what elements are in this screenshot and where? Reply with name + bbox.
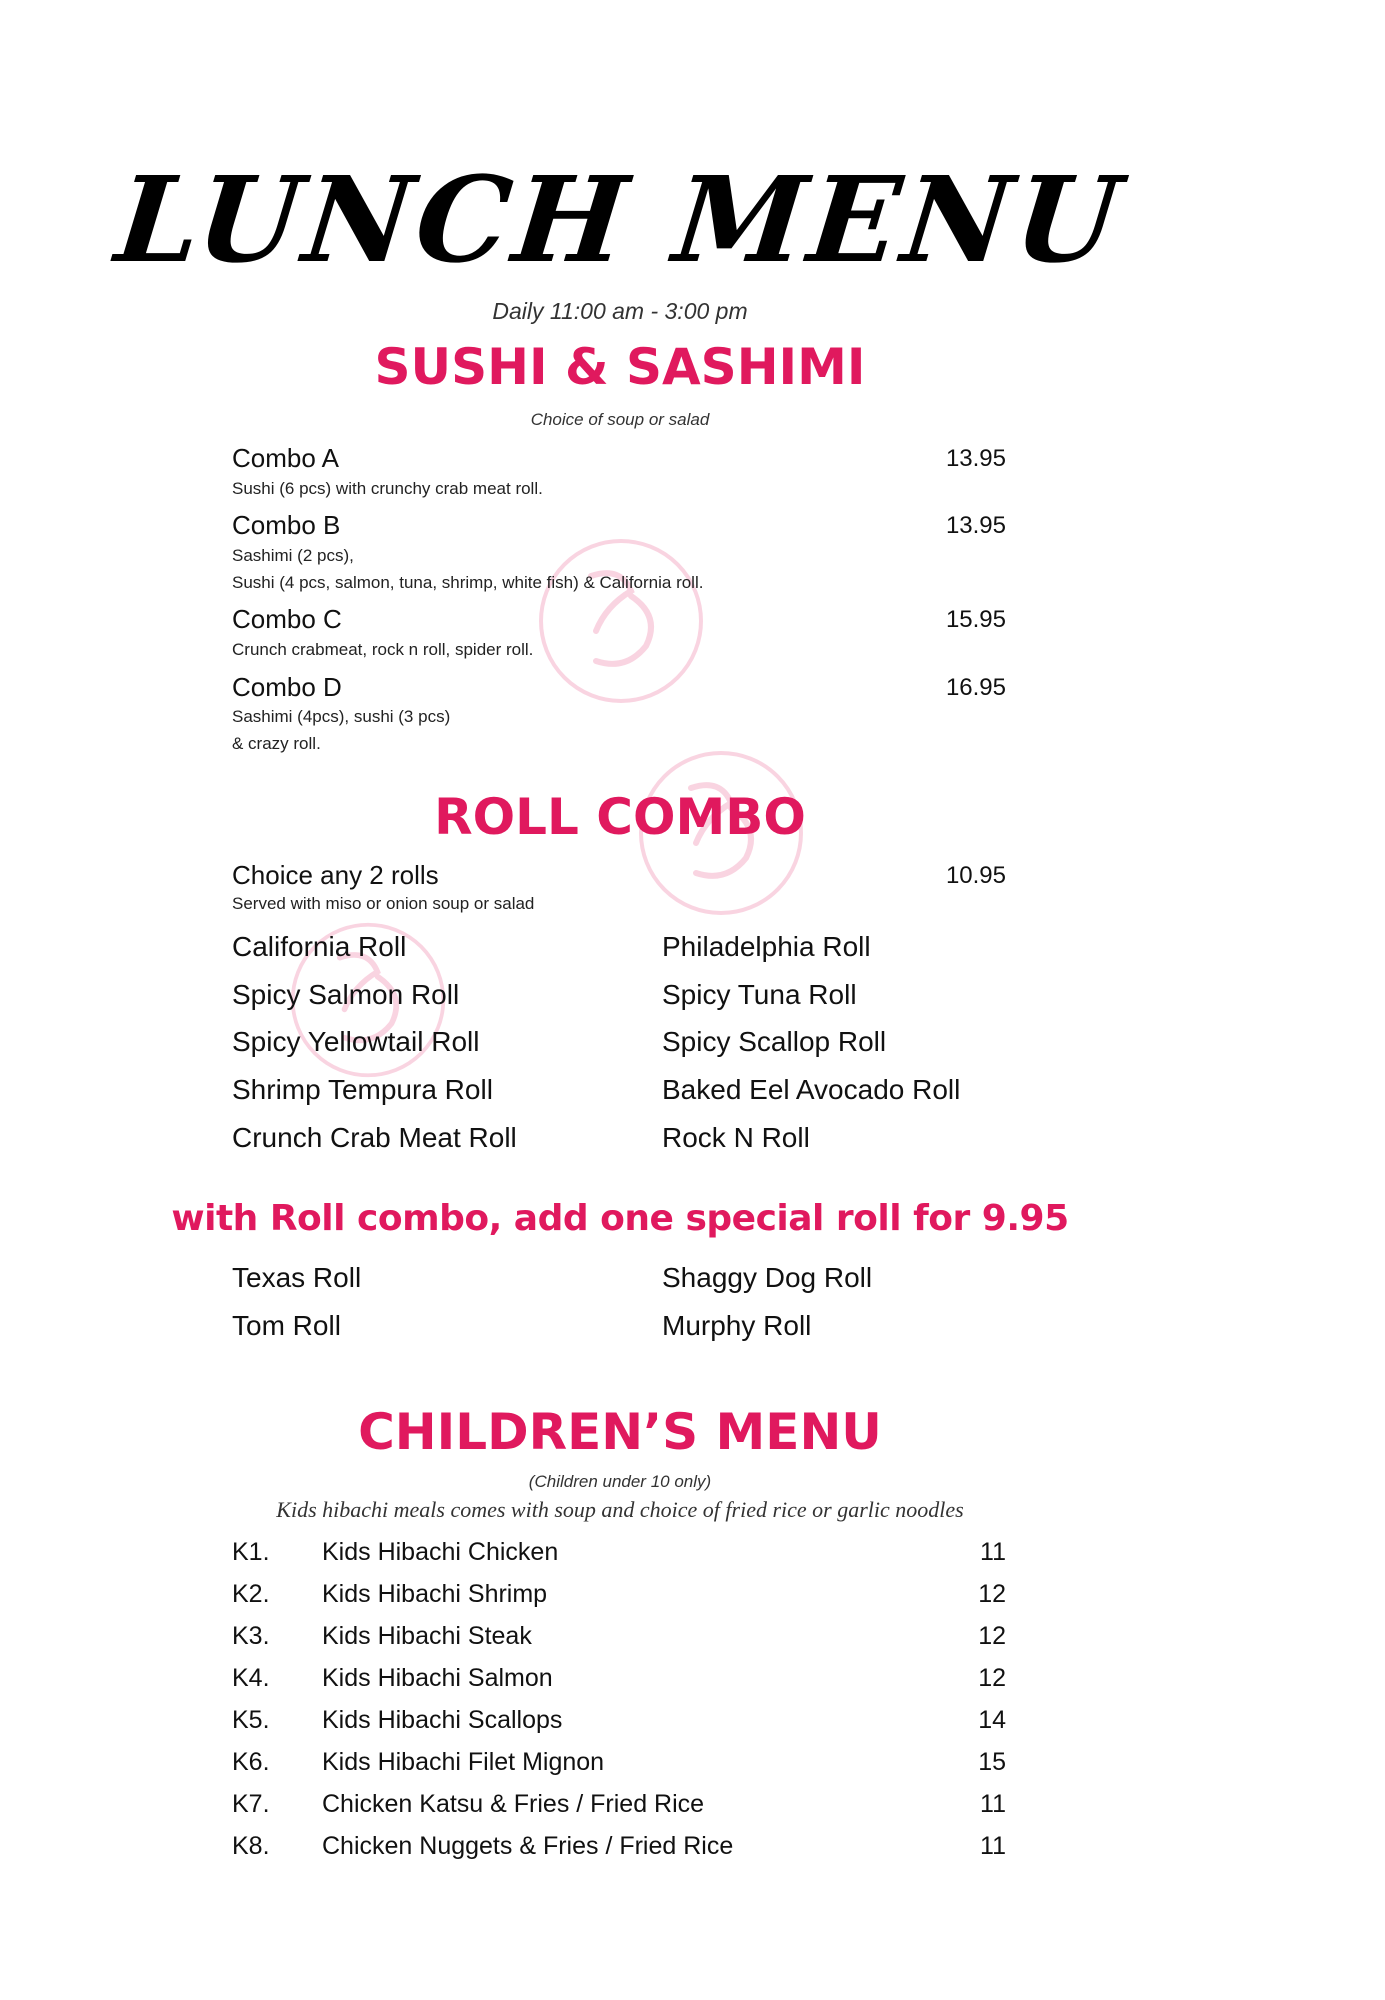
kids-item-price: 11 <box>980 1790 1006 1818</box>
kids-item-code: K2. <box>232 1580 270 1608</box>
seal-watermark-icon <box>536 536 706 706</box>
special-roll-item: Tom Roll <box>232 1310 341 1341</box>
roll-item: Crunch Crab Meat Roll <box>232 1122 517 1153</box>
combo-d-price: 16.95 <box>945 674 1006 701</box>
kids-item-name: Kids Hibachi Salmon <box>322 1664 553 1692</box>
kids-item-name: Kids Hibachi Filet Mignon <box>322 1748 605 1776</box>
roll-item: Rock N Roll <box>662 1122 810 1153</box>
kids-item-code: K6. <box>232 1748 270 1776</box>
combo-d-desc-line1: Sashimi (4pcs), sushi (3 pcs) <box>232 707 451 726</box>
roll-item: Philadelphia Roll <box>662 931 871 962</box>
childrens-menu-note: (Children under 10 only) <box>528 1472 712 1491</box>
combo-b-desc-line2: Sushi (4 pcs, salmon, tuna, shrimp, white fish) & California roll. <box>232 573 704 592</box>
roll-combo-choice-label: Choice any 2 rolls <box>232 860 439 890</box>
kids-item-name: Kids Hibachi Scallops <box>322 1706 563 1734</box>
roll-item: Baked Eel Avocado Roll <box>662 1074 961 1105</box>
special-roll-item: Texas Roll <box>232 1262 362 1293</box>
kids-item-price: 12 <box>978 1622 1006 1650</box>
special-roll-item: Shaggy Dog Roll <box>662 1262 873 1293</box>
kids-item-name: Kids Hibachi Chicken <box>322 1538 559 1566</box>
page-title: LUNCH MENU <box>110 150 1130 289</box>
special-roll-offer: with Roll combo, add one special roll for 9.95 <box>171 1198 1069 1239</box>
kids-item-name: Chicken Nuggets & Fries / Fried Rice <box>322 1832 734 1860</box>
roll-combo-choice-price: 10.95 <box>945 862 1006 889</box>
kids-item-price: 15 <box>978 1748 1006 1776</box>
roll-item: Shrimp Tempura Roll <box>232 1074 493 1105</box>
kids-item-code: K7. <box>232 1790 270 1818</box>
sushi-sashimi-note: Choice of soup or salad <box>530 410 710 429</box>
special-roll-item: Murphy Roll <box>662 1310 812 1341</box>
kids-item-code: K8. <box>232 1832 270 1860</box>
kids-item-price: 12 <box>978 1580 1006 1608</box>
hours-text: Daily 11:00 am - 3:00 pm <box>492 298 748 324</box>
roll-item: Spicy Scallop Roll <box>662 1026 887 1057</box>
sushi-sashimi-heading: SUSHI & SASHIMI <box>374 338 866 396</box>
roll-item: Spicy Tuna Roll <box>662 979 857 1010</box>
kids-item-name: Kids Hibachi Steak <box>322 1622 532 1650</box>
kids-item-code: K3. <box>232 1622 270 1650</box>
roll-combo-choice-note: Served with miso or onion soup or salad <box>232 894 535 913</box>
combo-b-name: Combo B <box>232 510 341 540</box>
combo-a-desc: Sushi (6 pcs) with crunchy crab meat roll. <box>232 479 543 498</box>
combo-a-name: Combo A <box>232 443 339 473</box>
kids-item-price: 11 <box>980 1538 1006 1566</box>
kids-item-code: K5. <box>232 1706 270 1734</box>
childrens-menu-desc: Kids hibachi meals comes with soup and choice of fried rice or garlic noodles <box>276 1497 964 1522</box>
combo-c-name: Combo C <box>232 604 342 634</box>
roll-item: California Roll <box>232 931 407 962</box>
kids-item-price: 11 <box>980 1832 1006 1860</box>
combo-b-desc-line1: Sashimi (2 pcs), <box>232 546 354 565</box>
roll-item: Spicy Salmon Roll <box>232 979 460 1010</box>
combo-c-desc: Crunch crabmeat, rock n roll, spider roll. <box>232 640 534 659</box>
combo-c-price: 15.95 <box>945 606 1006 633</box>
childrens-menu-heading: CHILDREN’S MENU <box>358 1403 882 1461</box>
kids-item-name: Chicken Katsu & Fries / Fried Rice <box>322 1790 705 1818</box>
kids-item-code: K1. <box>232 1538 270 1566</box>
roll-item: Spicy Yellowtail Roll <box>232 1026 480 1057</box>
kids-item-code: K4. <box>232 1664 270 1692</box>
combo-b-price: 13.95 <box>945 512 1006 539</box>
kids-item-price: 12 <box>978 1664 1006 1692</box>
kids-item-price: 14 <box>978 1706 1006 1734</box>
combo-d-desc-line2: & crazy roll. <box>232 734 321 753</box>
roll-combo-heading: ROLL COMBO <box>434 788 806 846</box>
kids-item-name: Kids Hibachi Shrimp <box>322 1580 548 1608</box>
combo-a-price: 13.95 <box>945 445 1006 472</box>
combo-d-name: Combo D <box>232 672 342 702</box>
